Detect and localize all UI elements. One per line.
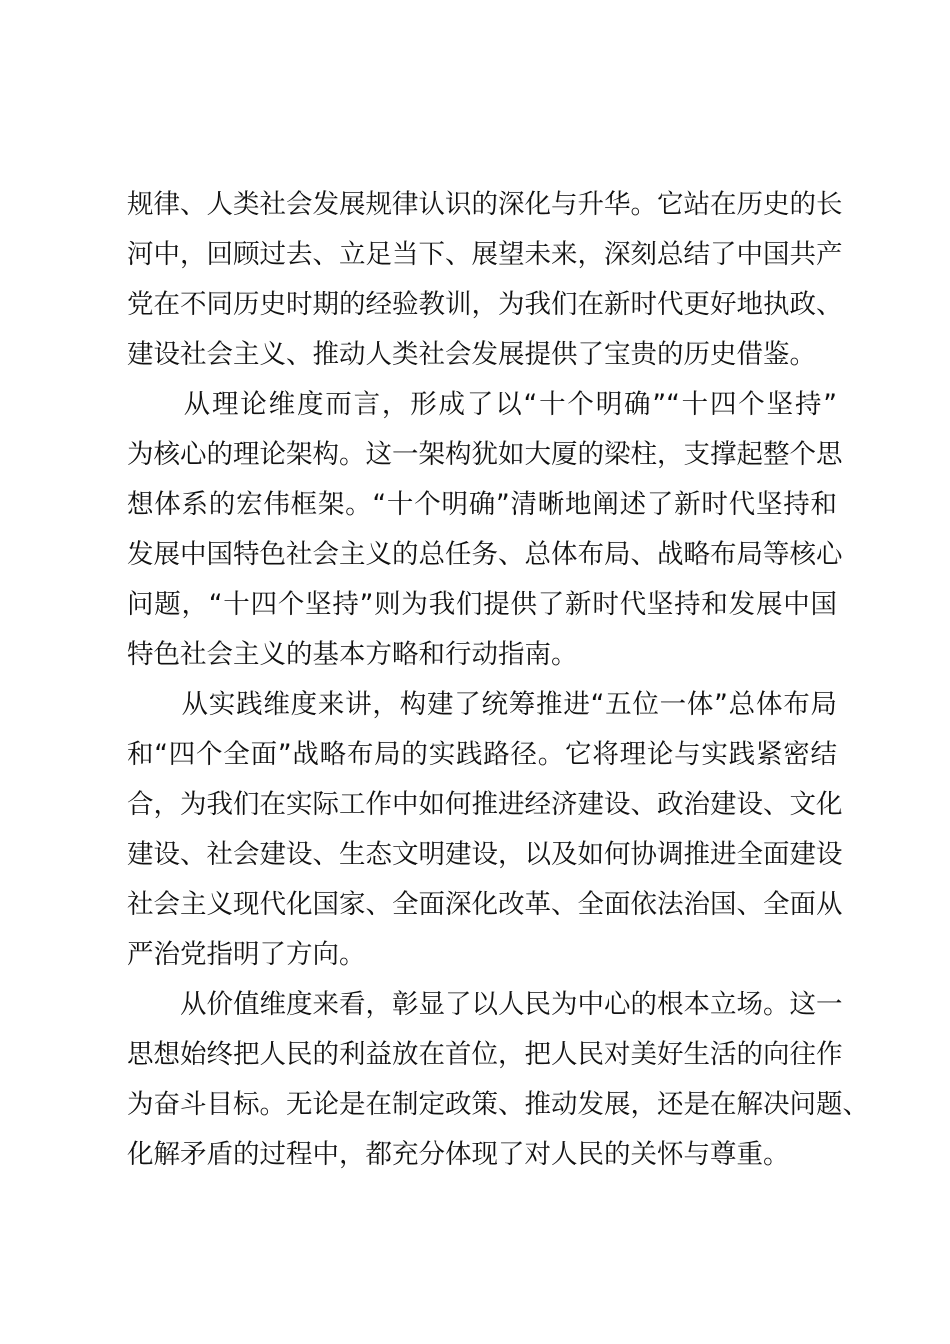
document-body [127,180,869,1180]
paragraph-2 [127,380,843,680]
text-line: 思想始终把人民的利益放在首位，把人民对美好生活的向往作 [127,1039,843,1070]
text-line: 河中，回顾过去、立足当下、展望未来，深刻总结了中国共产 [127,239,843,270]
text-line: 建设社会主义、推动人类社会发展提供了宝贵的历史借鉴。 [127,339,816,370]
text-line: 发展中国特色社会主义的总任务、总体布局、战略布局等核心 [127,539,843,570]
text-line: 化解矛盾的过程中，都充分体现了对人民的关怀与尊重。 [127,1139,790,1170]
text-line: 严治党指明了方向。 [127,939,366,970]
text-line: 社会主义现代化国家、全面深化改革、全面依法治国、全面从 [127,889,843,920]
text-line: 和“四个全面”战略布局的实践路径。它将理论与实践紧密结 [127,739,837,770]
text-line: 规律、人类社会发展规律认识的深化与升华。它站在历史的长 [127,189,843,220]
text-line: 从价值维度来看，彰显了以人民为中心的根本立场。这一 [127,989,843,1020]
text-line: 建设、社会建设、生态文明建设，以及如何协调推进全面建设 [127,839,843,870]
text-line: 问题，“十四个坚持”则为我们提供了新时代坚持和发展中国 [127,589,837,620]
text-line: 想体系的宏伟框架。“十个明确”清晰地阐述了新时代坚持和 [127,489,837,520]
text-line: 为奋斗目标。无论是在制定政策、推动发展，还是在解决问题、 [127,1089,869,1120]
paragraph-1 [127,180,843,380]
text-line: 为核心的理论架构。这一架构犹如大厦的梁柱，支撑起整个思 [127,439,843,470]
text-line: 特色社会主义的基本方略和行动指南。 [127,639,578,670]
text-line: 党在不同历史时期的经验教训，为我们在新时代更好地执政、 [127,289,843,320]
text-line: 从实践维度来讲，构建了统筹推进“五位一体”总体布局 [127,689,837,720]
text-line: 从理论维度而言，形成了以“十个明确”“十四个坚持” [127,389,837,420]
text-line: 合，为我们在实际工作中如何推进经济建设、政治建设、文化 [127,789,843,820]
paragraph-4 [127,980,869,1180]
paragraph-3 [127,680,843,980]
